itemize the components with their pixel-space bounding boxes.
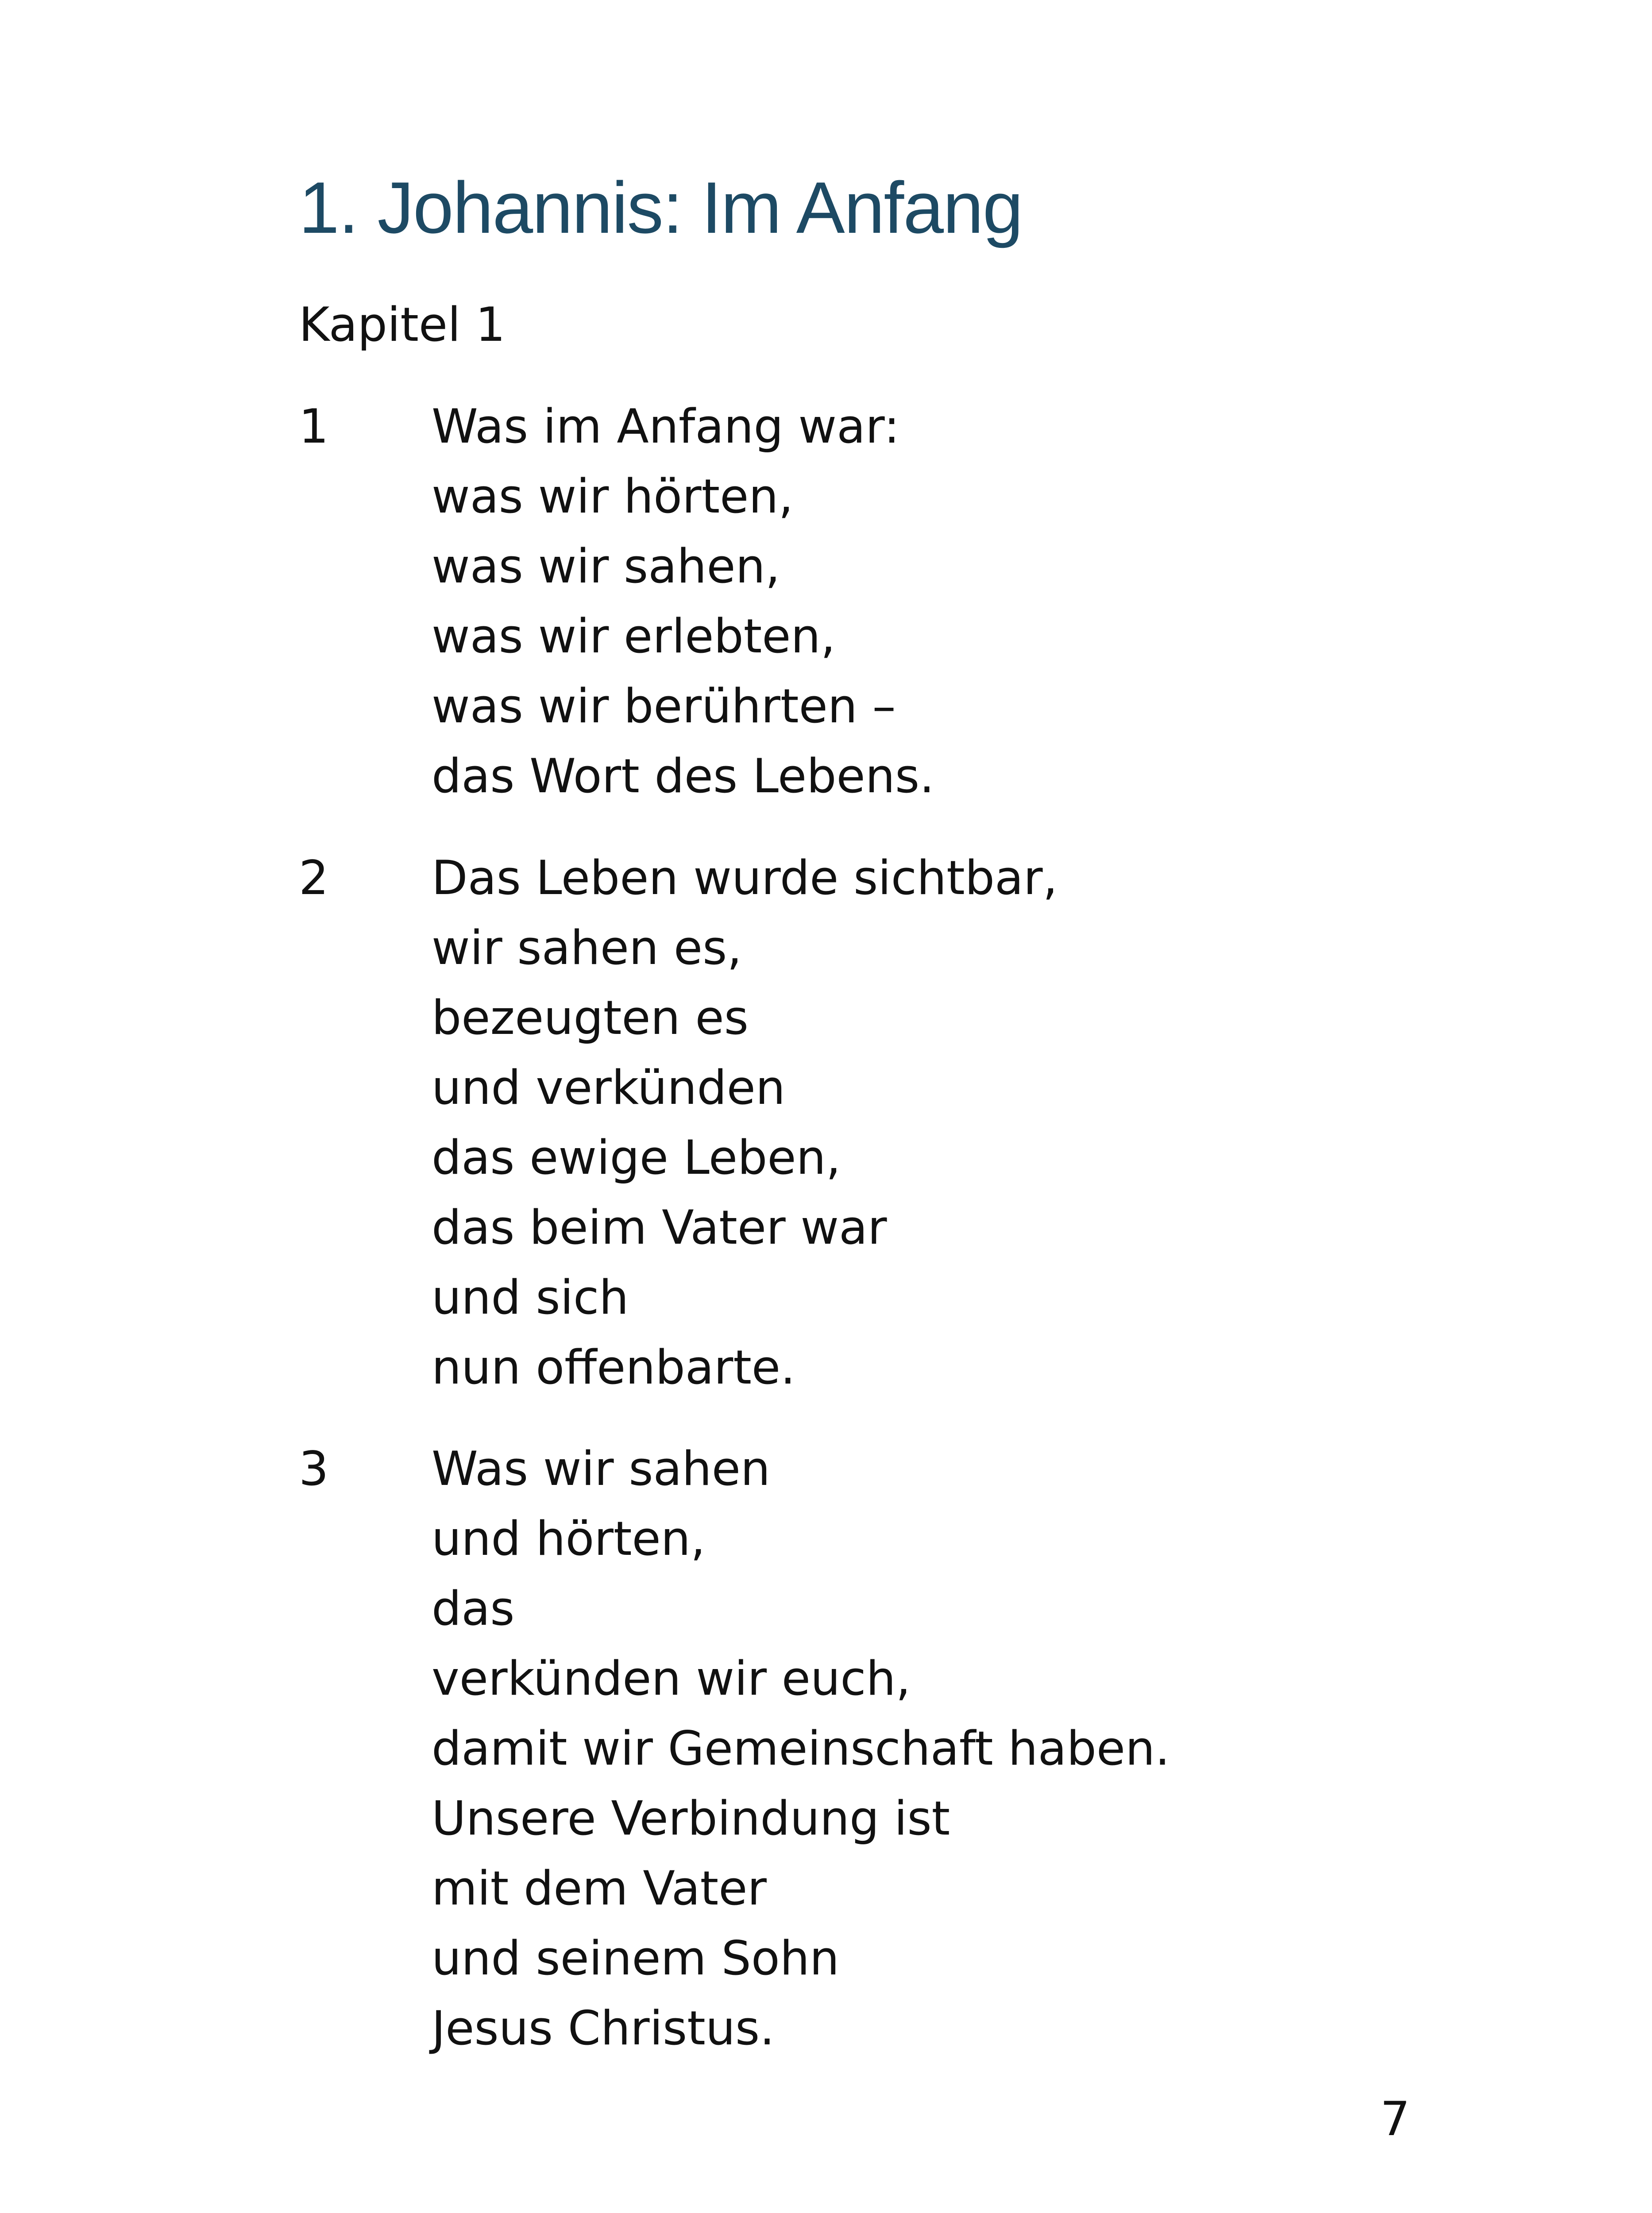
page-number: 7 — [1380, 2092, 1410, 2146]
verse-line: was wir berührten – — [432, 679, 896, 733]
verse-line: verkünden wir euch, — [432, 1651, 911, 1706]
verse-line: das — [432, 1581, 515, 1636]
verse-number: 1 — [299, 399, 329, 454]
verse-text — [432, 392, 934, 811]
verse-line: was wir erlebten, — [432, 609, 836, 663]
verse-line: und sich — [432, 1270, 629, 1325]
verse-line: was wir sahen, — [432, 539, 780, 594]
verse-line: und seinem Sohn — [432, 1931, 840, 1986]
verse-line: Das Leben wurde sichtbar, — [432, 851, 1058, 905]
verse-text — [432, 843, 1058, 1403]
verse-line: das beim Vater war — [432, 1200, 887, 1255]
verse-line: das Wort des Lebens. — [432, 749, 934, 803]
verse-line: nun offenbarte. — [432, 1340, 795, 1395]
verse-line: Was wir sahen — [432, 1442, 771, 1496]
verse-line: Unsere Verbindung ist — [432, 1791, 950, 1846]
chapter-label: Kapitel 1 — [299, 297, 506, 352]
verse-line: und hörten, — [432, 1511, 706, 1566]
verse-line: mit dem Vater — [432, 1861, 767, 1916]
verse-line: das ewige Leben, — [432, 1130, 841, 1185]
verse-line: bezeugten es — [432, 991, 749, 1045]
verse-text — [432, 1434, 1170, 2063]
verse-line: und verkünden — [432, 1060, 786, 1115]
verse-line: Was im Anfang war: — [432, 399, 900, 454]
page-title: 1. Johannis: Im Anfang — [299, 167, 1023, 248]
verse-number: 3 — [299, 1442, 329, 1496]
verse-line: was wir hörten, — [432, 469, 794, 524]
verse-line: Jesus Christus. — [432, 2001, 775, 2055]
verse-line: wir sahen es, — [432, 921, 742, 975]
verse-number: 2 — [299, 851, 329, 905]
verse-line: damit wir Gemeinschaft haben. — [432, 1721, 1170, 1776]
